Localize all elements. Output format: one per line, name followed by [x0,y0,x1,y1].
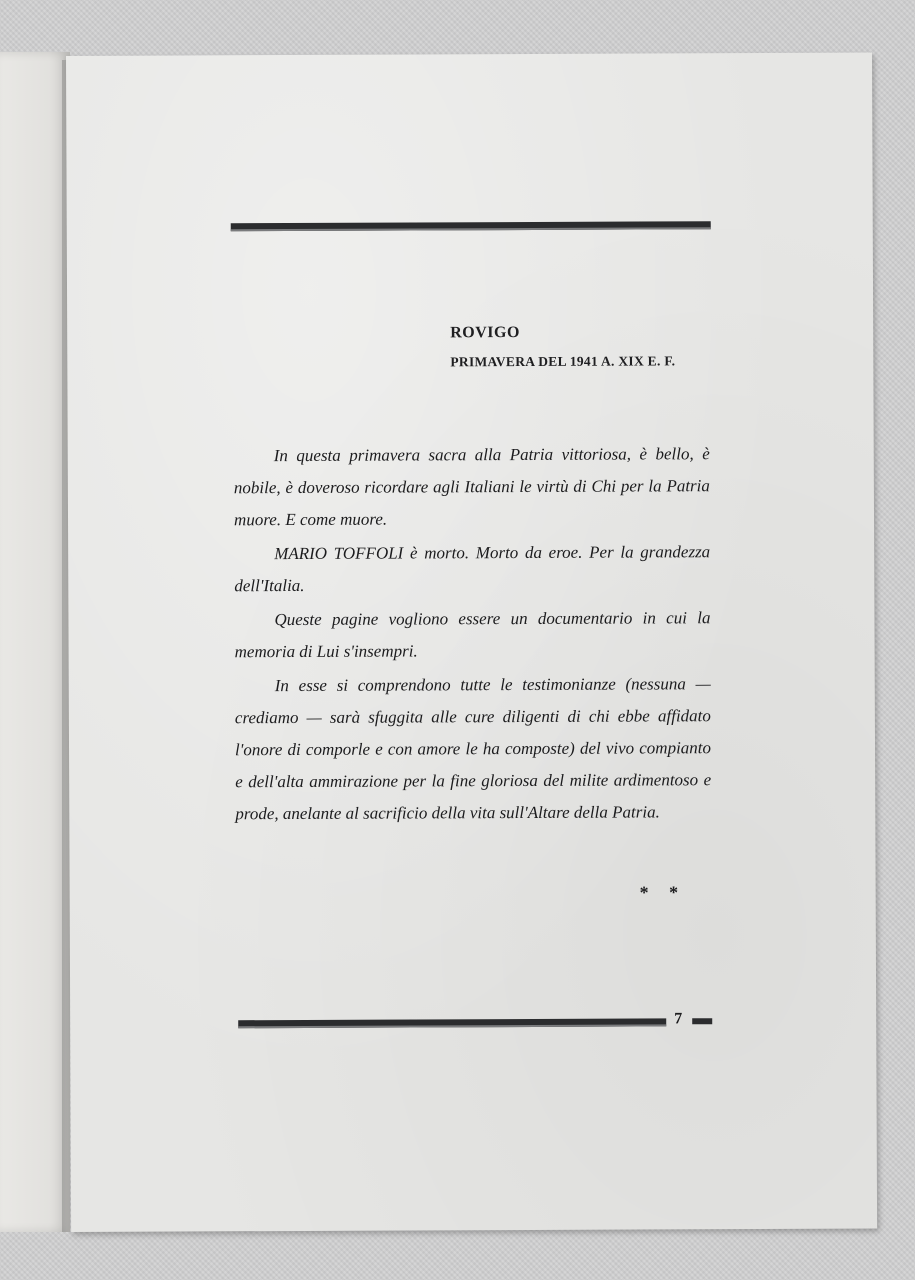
top-rule [231,221,711,231]
book-page [66,52,877,1232]
closing-asterisks: * * [639,882,687,903]
paragraph-3: Queste pagine vogliono essere un documentario in cui la memoria di Lui s'insempri. [234,608,711,662]
bottom-rule-tail [692,1018,712,1024]
paragraph-2: MARIO TOFFOLI è morto. Morto da eroe. Per la grandezza dell'Italia. [234,542,711,596]
paragraph-1: In questa primavera sacra alla Patria vittoriosa, è bello, è nobile, è doveroso ricordare agli Italiani le virtù di Chi per la Patria muore. E come muore. [233,444,710,530]
paragraph-4: In esse si comprendono tutte le testimonianze (nessuna — crediamo — sarà sfuggita alle cure diligenti di chi ebbe affidato l'onore di comporle e con amore le ha composte) del vivo compianto e dell'alta ammirazione per la fine gloriosa del milite ardimentoso e prode, anelante al sacrificio della vita sull'Altare della Patria. [234,674,712,824]
left-page-edge [0,52,70,1232]
date-line: PRIMAVERA DEL 1941 A. XIX E. F. [450,353,676,370]
body-text [234,438,712,832]
bottom-rule [238,1018,666,1028]
page-number: 7 [674,1010,683,1028]
place-heading: ROVIGO [450,324,520,342]
